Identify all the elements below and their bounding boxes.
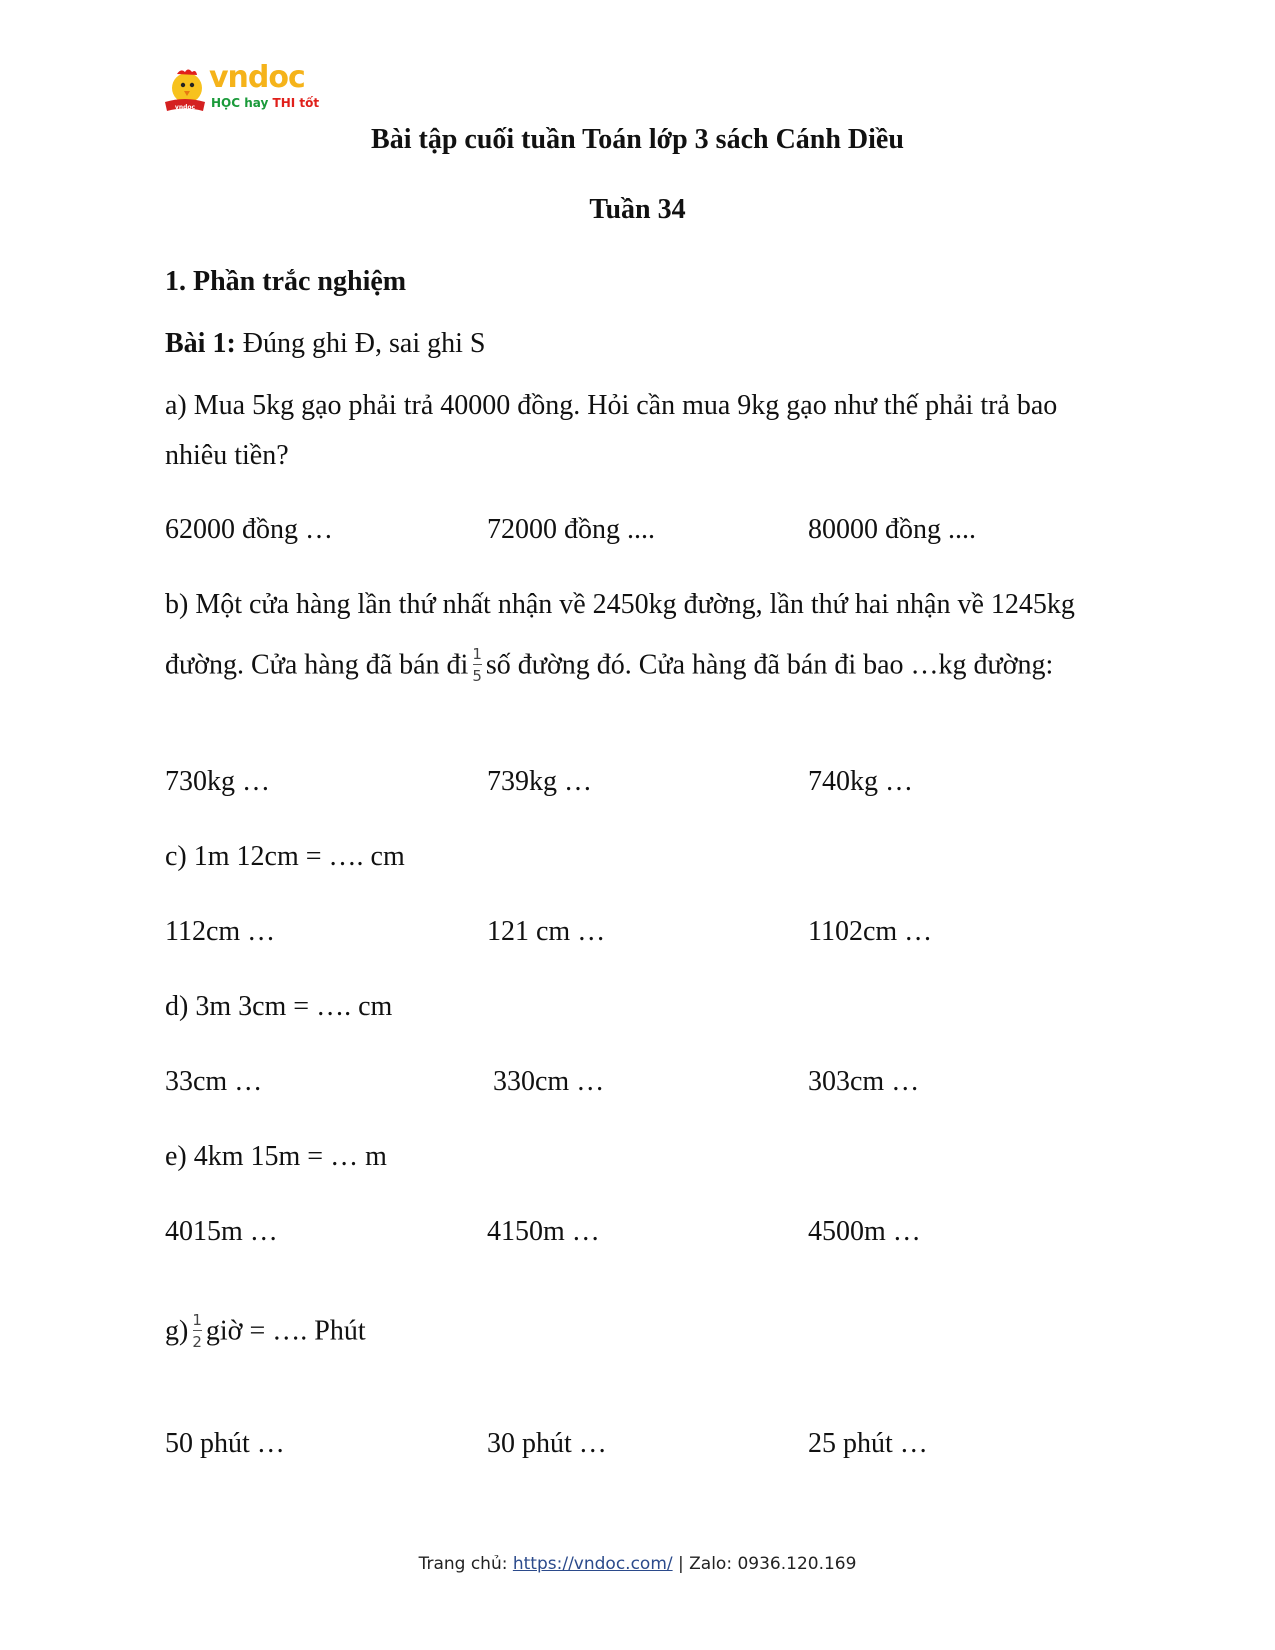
question-b-line1: b) Một cửa hàng lần thứ nhất nhận về 2450kg đường, lần thứ hai nhận về 1245kg — [165, 589, 1075, 620]
option-d-1[interactable]: 33cm … — [165, 1066, 263, 1097]
section-heading: 1. Phần trắc nghiệm — [165, 266, 407, 297]
option-c-3[interactable]: 1102cm … — [808, 916, 933, 947]
page-footer — [0, 1554, 1275, 1574]
question-b-text-after: số đường đó. Cửa hàng đã bán đi bao …kg đường: — [485, 649, 1054, 681]
option-b-1[interactable]: 730kg … — [165, 766, 270, 797]
option-a-2[interactable]: 72000 đồng .... — [487, 514, 655, 545]
page-subtitle: Tuần 34 — [589, 194, 686, 225]
chicken-mascot-icon — [163, 68, 207, 114]
slogan-learn: HỌC hay — [211, 96, 269, 110]
option-e-2[interactable]: 4150m … — [487, 1216, 600, 1247]
option-g-3[interactable]: 25 phút … — [808, 1428, 928, 1459]
svg-text:vndoc: vndoc — [174, 104, 196, 111]
exercise-heading — [165, 328, 485, 360]
question-g-prefix: g) — [165, 1315, 189, 1347]
vndoc-logo — [163, 60, 323, 118]
option-a-3[interactable]: 80000 đồng .... — [808, 514, 976, 545]
exercise-label: Bài 1: — [165, 328, 236, 359]
question-a-line1: a) Mua 5kg gạo phải trả 40000 đồng. Hỏi cần mua 9kg gạo như thế phải trả bao — [165, 390, 1058, 421]
option-b-2[interactable]: 739kg … — [487, 766, 592, 797]
option-c-1[interactable]: 112cm … — [165, 916, 276, 947]
footer-contact: | Zalo: 0936.120.169 — [672, 1554, 857, 1574]
footer-prefix: Trang chủ: — [418, 1554, 513, 1574]
question-g — [165, 1311, 366, 1352]
fraction-one-fifth: $\frac{1}{5}$ — [472, 645, 482, 685]
slogan-test: THI tốt — [272, 96, 320, 110]
question-e: e) 4km 15m = … m — [165, 1141, 387, 1172]
option-d-3[interactable]: 303cm … — [808, 1066, 920, 1097]
question-g-suffix: giờ = …. Phút — [205, 1315, 366, 1347]
fraction-one-half: $\frac{1}{2}$ — [192, 1311, 202, 1351]
homepage-link[interactable]: https://vndoc.com/ — [512, 1554, 673, 1574]
brand-name: vndoc — [209, 60, 305, 95]
question-b-line2 — [165, 645, 1054, 686]
option-g-2[interactable]: 30 phút … — [487, 1428, 607, 1459]
option-e-3[interactable]: 4500m … — [808, 1216, 921, 1247]
question-b-text-before: đường. Cửa hàng đã bán đi — [165, 649, 469, 681]
option-a-1[interactable]: 62000 đồng … — [165, 514, 333, 545]
option-e-1[interactable]: 4015m … — [165, 1216, 278, 1247]
slogan — [211, 96, 319, 110]
option-g-1[interactable]: 50 phút … — [165, 1428, 285, 1459]
option-d-2[interactable]: 330cm … — [493, 1066, 605, 1097]
question-a-line2: nhiêu tiền? — [165, 440, 289, 471]
option-b-3[interactable]: 740kg … — [808, 766, 913, 797]
exercise-instruction: Đúng ghi Đ, sai ghi S — [235, 328, 486, 359]
page-title: Bài tập cuối tuần Toán lớp 3 sách Cánh Diều — [371, 124, 904, 155]
option-c-2[interactable]: 121 cm … — [487, 916, 606, 947]
question-d: d) 3m 3cm = …. cm — [165, 991, 393, 1022]
question-c: c) 1m 12cm = …. cm — [165, 841, 405, 872]
